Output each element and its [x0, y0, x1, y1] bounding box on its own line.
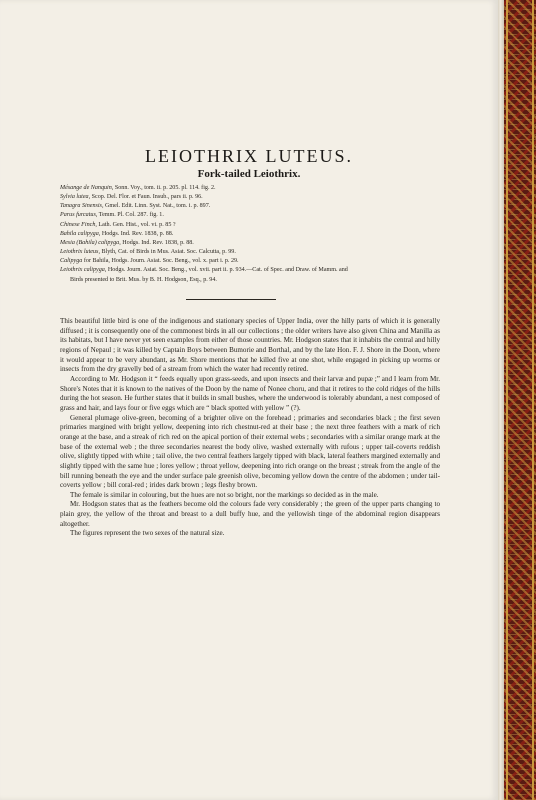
- synonym-name: Tanagra Sinensis: [60, 203, 102, 210]
- synonym-reference: , Blyth, Cat. of Birds in Mus. Asiat. Soc. Calcutta, p. 99.: [98, 249, 236, 256]
- synonym-entry: [60, 276, 440, 285]
- body-paragraph: The figures represent the two sexes of the natural size.: [70, 529, 225, 538]
- synonym-name: Sylvia lutea: [60, 194, 89, 201]
- synonym-entry: [60, 230, 440, 239]
- synonym-entry: [60, 239, 440, 248]
- synonym-reference: , Gmel. Edit. Linn. Syst. Nat., tom. i. p. 897.: [101, 203, 211, 210]
- body-paragraph: According to Mr. Hodgson it “ feeds equally upon grass-seeds, and upon insects and their larvæ and pupæ ;” and I learn from Mr. Shore's Notes that it is known to the natives of the Doon by the name of Nonee choru, and that it retires to the cold ridges of the hills during the hot season. He further states that it builds in small bushes, where the underwood is tolerably abundant, a nest composed of grass and hair, and lays four or five eggs which are “ black spotted with yellow ” (?).: [60, 374, 440, 412]
- synonym-reference: Birds presented to Brit. Mus. by B. H. Hodgson, Esq., p. 94.: [70, 276, 217, 283]
- synonym-name: Leiothrix luteus: [60, 249, 99, 256]
- synonym-name: Calipyga: [60, 258, 83, 265]
- description-text: [60, 317, 440, 539]
- body-paragraph: The female is similar in colouring, but the hues are not so bright, nor the markings so decided as in the male.: [70, 490, 379, 499]
- synonym-reference: for Bahila, Hodgs. Journ. Asiat. Soc. Beng., vol. x. part i. p. 29.: [82, 258, 239, 265]
- synonym-entry: [60, 184, 440, 193]
- synonym-reference: , Temm. Pl. Col. 287. fig. 1.: [95, 212, 164, 219]
- synonym-entry: [60, 202, 440, 211]
- page-subtitle: Fork-tailed Leiothrix.: [197, 168, 301, 180]
- synonym-entry: [60, 211, 440, 220]
- synonym-entry: [60, 221, 440, 230]
- synonym-reference: , Hodgs. Ind. Rev. 1838, p. 88.: [98, 230, 174, 237]
- synonym-name: Leiothrix calipyga: [60, 267, 105, 274]
- body-paragraph: This beautiful little bird is one of the indigenous and stationary species of Upper India, over the hilly parts of which it is generally diffused ; it is consequently one of the commonest birds in all our collections ; the older writers have also given China and Manilla as its habitats, but I have never yet seen examples from either of those countries. Mr. Hodgson states that it inhabits the central and hilly regions of Nepaul ; it was killed by Captain Boys between Bumorie and Borthal, and by the late Hon. F. J. Shore in the Doon, where it would appear to be very abundant, as Mr. Shore mentions that he killed five at one shot, while engaged in picking up worms or insects from the dry gravelly bed of a stream from which the water had recently retired.: [60, 317, 440, 374]
- body-paragraph: General plumage olive-green, becoming of a brighter olive on the forehead ; primaries and secondaries black ; the first seven primaries margined with bright yellow, deepening into rich chestnut-red at their base ; the next three feathers with a mark of rich orange at the base, and a streak of rich red on the apical portion of their external webs ; secondaries with a similar orange mark at the base of the external web ; the three secondaries nearest the body olive, washed externally with rufous ; upper tail-coverts reddish olive, slightly tipped with white ; tail olive, the two central feathers largely tipped with black, lateral feathers margined externally and slightly tipped with the same hue ; lores yellow ; throat yellow, deepening into rich orange on the breast ; streak from the angle of the bill running beneath the eye and the under surface pale greenish olive, becoming yellow down the centre of the abdomen ; under tail-coverts yellow ; bill coral-red ; irides dark brown ; legs fleshy brown.: [60, 413, 440, 490]
- synonym-reference: , Hodgs. Ind. Rev. 1838, p. 88.: [119, 239, 194, 246]
- synonymy-list: [60, 184, 440, 285]
- synonym-name: Parus furcatus: [60, 212, 96, 219]
- synonym-name: Mésange de Nanquin: [60, 185, 112, 191]
- synonym-reference: , Hodgs. Journ. Asiat. Soc. Beng., vol. xvii. part ii. p. 934.—Cat. of Spec. and Draw. of Mamm. and: [104, 267, 348, 274]
- synonym-entry: [60, 193, 440, 202]
- divider-rule: [186, 299, 276, 300]
- synonym-entry: [60, 266, 440, 275]
- book-binding-edge: [504, 0, 536, 800]
- synonym-entry: [60, 248, 440, 257]
- page-title: LEIOTHRIX LUTEUS.: [145, 146, 353, 166]
- synonym-reference: , Lath. Gen. Hist., vol. vi. p. 85 ?: [95, 221, 176, 228]
- synonym-name: Bahila calipyga: [60, 230, 99, 237]
- synonym-entry: [60, 257, 440, 266]
- body-paragraph: Mr. Hodgson states that as the feathers become old the colours fade very considerably ; the green of the upper parts changing to plain grey, the yellow of the throat and breast to a dull buffy hue, and the yellowish tinge of the abdominal region disappears altogether.: [60, 500, 440, 528]
- synonym-name: Chinese Finch: [60, 221, 96, 228]
- synonym-reference: , Sonn. Voy., tom. ii. p. 205. pl. 114. fig. 2.: [111, 185, 216, 191]
- synonym-reference: , Scop. Del. Flor. et Faun. Insub., pars ii. p. 96.: [88, 194, 203, 201]
- synonym-name: Mesia (Bahila) calipyga: [60, 239, 120, 246]
